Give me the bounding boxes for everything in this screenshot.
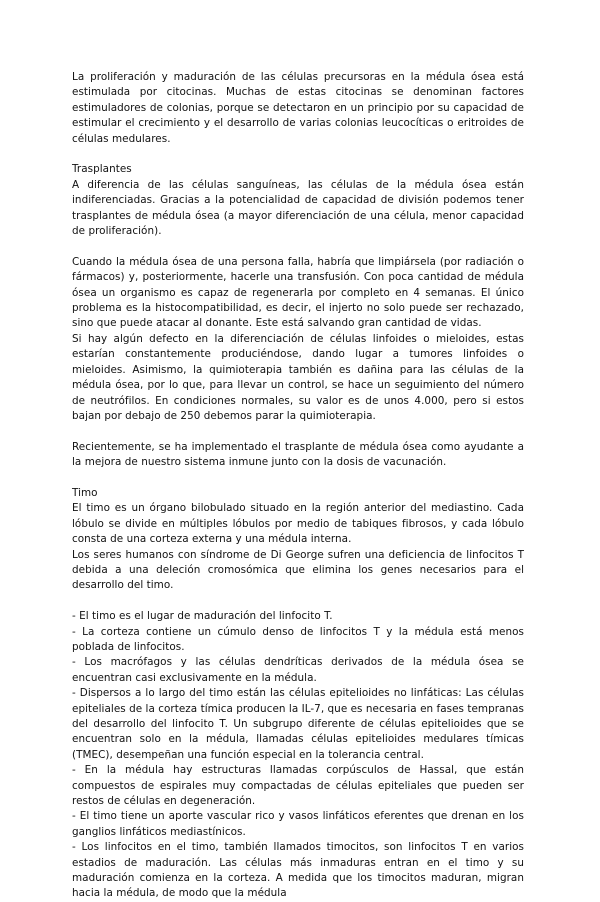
- spacer: [72, 471, 524, 486]
- trasplantes-paragraph-1: A diferencia de las células sanguíneas, las células de la médula ósea están indiferenciadas. Gracias a la potencialidad de capacidad de división podemos tener trasplantes de médula ósea (a mayor diferenciación de una célula, menor capacidad de proliferación).: [72, 178, 524, 238]
- document-page: [72, 70, 524, 902]
- trasplantes-paragraph-4: Recientemente, se ha implementado el trasplante de médula ósea como ayudante a la mejora de nuestro sistema inmune junto con la dosis de vacunación.: [72, 440, 524, 469]
- timo-paragraph-2: Los seres humanos con síndrome de Di George sufren una deficiencia de linfocitos T debida a una deleción cromosómica que elimina los genes necesarios para el desarrollo del timo.: [72, 548, 524, 592]
- section-heading-trasplantes: Trasplantes: [72, 163, 132, 176]
- trasplantes-paragraph-2: Cuando la médula ósea de una persona falla, habría que limpiársela (por radiación o fármacos) y, posteriormente, hacerle una transfusión. Con poca cantidad de médula ósea un organismo es capaz de regenerarla por completo en 4 semanas. El único problema es la histocompatibilidad, es decir, el injerto no solo puede ser rechazado, sino que puede atacar al donante. Este está salvando gran cantidad de vidas.: [72, 255, 524, 330]
- timo-bullet: - Los linfocitos en el timo, también llamados timocitos, son linfocitos T en varios estadios de maduración. Las células más inmaduras entran en el timo y su maduración comienza en la corteza. A medida que los timocitos maduran, migran hacia la médula, de modo que la médula: [72, 841, 524, 900]
- spacer: [72, 239, 524, 254]
- timo-bullet: - El timo tiene un aporte vascular rico y vasos linfáticos eferentes que drenan en los ganglios linfáticos mediastínicos.: [72, 810, 524, 838]
- intro-paragraph: La proliferación y maduración de las células precursoras en la médula ósea está estimulada por citocinas. Muchas de estas citocinas se denominan factores estimuladores de colonias, porque se detectaron en un principio por su capacidad de estimular el crecimiento y el desarrollo de varias colonias leucocíticas o eritroides de células medulares.: [72, 71, 524, 145]
- trasplantes-paragraph-3: Si hay algún defecto en la diferenciación de células linfoides o mieloides, estas estarían constantemente produciéndose, dando lugar a tumores linfoides o mieloides. Asimismo, la quimioterapia también es dañina para las células de la médula ósea, por lo que, para llevar un control, se hace un seguimiento del número de neutrófilos. En condiciones normales, su valor es de unos 4.000, pero si estos bajan por debajo de 250 debemos parar la quimioterapia.: [72, 332, 524, 422]
- timo-bullet: - La corteza contiene un cúmulo denso de linfocitos T y la médula está menos poblada de linfocitos.: [72, 625, 524, 653]
- timo-bullet: - Los macrófagos y las células dendríticas derivados de la médula ósea se encuentran casi exclusivamente en la médula.: [72, 656, 524, 684]
- spacer: [72, 594, 524, 609]
- spacer: [72, 147, 524, 162]
- timo-bullet: - El timo es el lugar de maduración del linfocito T.: [72, 610, 333, 623]
- timo-paragraph-1: El timo es un órgano bilobulado situado en la región anterior del mediastino. Cada lóbulo se divide en múltiples lóbulos por medio de tabiques fibrosos, y cada lóbulo consta de una corteza externa y una médula interna.: [72, 502, 524, 546]
- section-heading-timo: Timo: [72, 486, 98, 499]
- timo-bullet: - Dispersos a lo largo del timo están las células epitelioides no linfáticas: Las células epiteliales de la corteza tímica producen la IL-7, que es necesaria en fases tempranas del desarrollo del linfocito T. Un subgrupo diferente de células epitelioides que se encuentran solo en la médula, llamadas células epitelioides medulares tímicas (TMEC), desempeñan una función especial en la tolerancia central.: [72, 687, 524, 761]
- timo-bullet: - En la médula hay estructuras llamadas corpúsculos de Hassal, que están compuestos de espirales muy compactadas de células epiteliales que pueden ser restos de células en degeneración.: [72, 764, 524, 808]
- spacer: [72, 424, 524, 439]
